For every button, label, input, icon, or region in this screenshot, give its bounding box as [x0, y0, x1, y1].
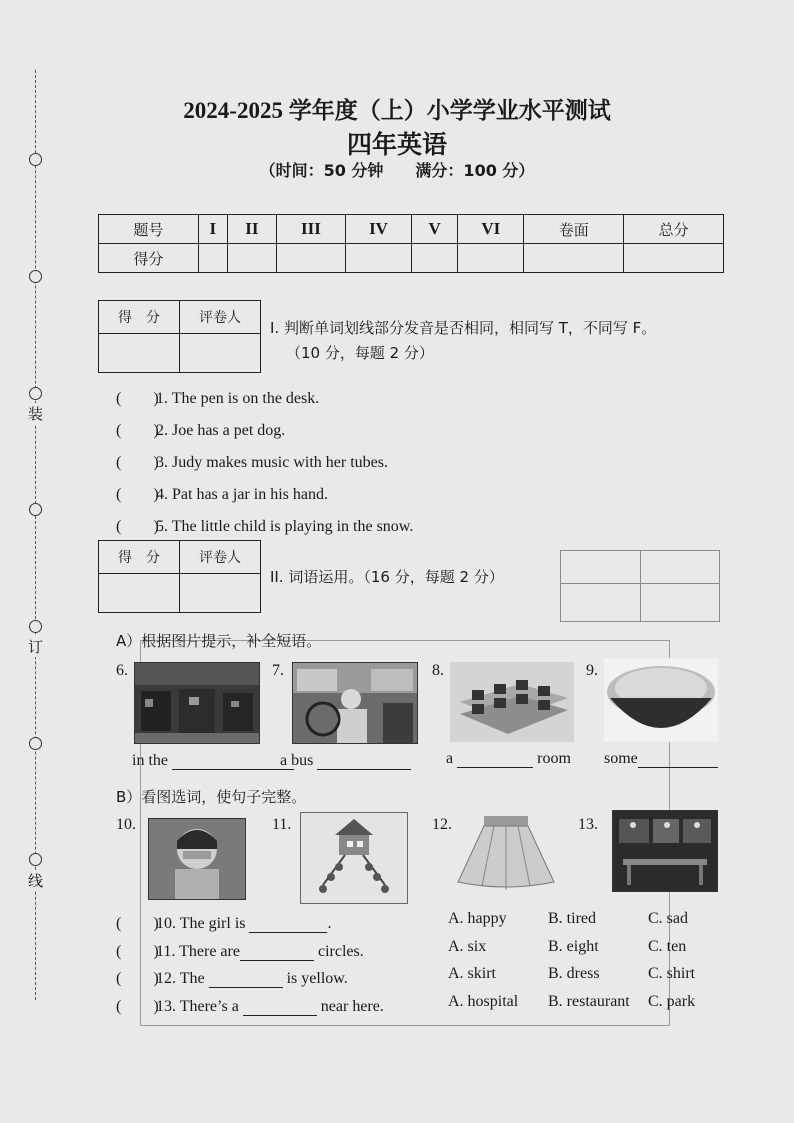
answer-blank[interactable]: [457, 767, 533, 768]
option-a[interactable]: A. hospital: [448, 993, 519, 1010]
phrase-7: a bus: [280, 752, 411, 770]
picture-number: 9.: [586, 662, 598, 679]
score-cell[interactable]: [276, 244, 345, 273]
section-2-heading: II. 词语运用。（16 分，每题 2 分）: [270, 568, 504, 586]
score-cell[interactable]: [227, 244, 276, 273]
answer-bracket[interactable]: ( ): [116, 518, 159, 535]
score-header-cell: IV: [345, 215, 411, 244]
subject-title: 四年英语: [346, 130, 447, 159]
option-c[interactable]: C. shirt: [648, 965, 696, 982]
part-a-instruction: A）根据图片提示，补全短语。: [116, 632, 322, 650]
answer-blank[interactable]: [243, 1015, 317, 1016]
option-c[interactable]: C. ten: [648, 938, 687, 955]
question-2: ( )2. Joe has a pet dog.: [116, 417, 285, 440]
phrase-6: in the: [132, 752, 294, 770]
answer-blank[interactable]: [209, 987, 283, 988]
score-header-cell: V: [412, 215, 458, 244]
crying-girl-image: [148, 818, 246, 900]
score-cell[interactable]: [412, 244, 458, 273]
skirt-image: [454, 812, 558, 892]
binding-hole: [29, 853, 42, 866]
answer-bracket[interactable]: ( ): [116, 454, 159, 471]
answer-blank[interactable]: [172, 769, 294, 770]
score-header-cell: III: [276, 215, 345, 244]
binding-hole: [29, 503, 42, 516]
binding-mark: 线: [28, 872, 44, 890]
option-c[interactable]: C. park: [648, 993, 696, 1010]
bus-driver-image: [292, 662, 418, 744]
question-11: ( )11. There are circles. A. six B. eight C. ten: [116, 938, 687, 960]
exam-info: （时间：50 分钟 满分：100 分）: [259, 161, 535, 180]
grader-reviewer-label: 评卷人: [180, 541, 261, 574]
score-header-cell: II: [227, 215, 276, 244]
phrase-9: some: [604, 750, 718, 768]
option-b[interactable]: B. tired: [548, 910, 596, 927]
grader-reviewer-label: 评卷人: [180, 301, 261, 334]
question-3: ( )3. Judy makes music with her tubes.: [116, 449, 388, 472]
binding-mark: 订: [28, 638, 44, 656]
restaurant-image: [612, 810, 718, 892]
option-c[interactable]: C. sad: [648, 910, 688, 927]
score-row-label: 得分: [99, 244, 199, 273]
answer-bracket[interactable]: ( ): [116, 915, 159, 932]
grader-reviewer-cell[interactable]: [180, 574, 261, 613]
binding-hole: [29, 737, 42, 750]
binding-hole: [29, 270, 42, 283]
score-cell[interactable]: [345, 244, 411, 273]
question-13: ( )13. There’s a near here. A. hospital B. restaurant C. park: [116, 993, 696, 1015]
score-cell[interactable]: [198, 244, 227, 273]
answer-bracket[interactable]: ( ): [116, 943, 159, 960]
picture-number: 10.: [116, 816, 136, 833]
grader-score-cell[interactable]: [99, 334, 180, 373]
answer-blank[interactable]: [317, 769, 411, 770]
phrase-8: a room: [446, 750, 571, 767]
market-stalls-image: [134, 662, 260, 744]
score-cell[interactable]: [624, 244, 724, 273]
question-4: ( )4. Pat has a jar in his hand.: [116, 481, 328, 504]
score-header-cell: VI: [458, 215, 524, 244]
picture-number: 8.: [432, 662, 444, 679]
score-table: [98, 214, 724, 273]
answer-bracket[interactable]: ( ): [116, 970, 159, 987]
question-5: ( )5. The little child is playing in the snow.: [116, 513, 413, 536]
picture-number: 6.: [116, 662, 128, 679]
answer-bracket[interactable]: ( ): [116, 390, 159, 407]
option-a[interactable]: A. happy: [448, 910, 507, 927]
computer-room-image: [450, 662, 574, 742]
picture-number: 13.: [578, 816, 598, 833]
bleed-through-grader: [560, 550, 720, 622]
answer-blank[interactable]: [249, 932, 327, 933]
answer-bracket[interactable]: ( ): [116, 486, 159, 503]
option-a[interactable]: A. six: [448, 938, 487, 955]
grader-score-cell[interactable]: [99, 574, 180, 613]
part-b-instruction: B）看图选词，使句子完整。: [116, 788, 307, 806]
picture-number: 11.: [272, 816, 292, 833]
binding-mark: 装: [28, 405, 44, 423]
answer-bracket[interactable]: ( ): [116, 422, 159, 439]
section-1-points: （10 分，每题 2 分）: [286, 344, 434, 362]
score-header-label: 题号: [99, 215, 199, 244]
question-1: ( )1. The pen is on the desk.: [116, 385, 319, 408]
picture-number: 12.: [432, 816, 452, 833]
option-b[interactable]: B. restaurant: [548, 993, 630, 1010]
grader-score-label: 得 分: [99, 301, 180, 334]
picture-number: 7.: [272, 662, 284, 679]
grader-reviewer-cell[interactable]: [180, 334, 261, 373]
score-header-cell: 卷面: [524, 215, 624, 244]
grader-box: [98, 540, 261, 613]
score-header-cell: 总分: [624, 215, 724, 244]
answer-bracket[interactable]: ( ): [116, 998, 159, 1015]
answer-blank[interactable]: [638, 767, 718, 768]
question-12: ( )12. The is yellow. A. skirt B. dress C. shirt: [116, 965, 696, 987]
score-cell[interactable]: [524, 244, 624, 273]
house-circles-image: [300, 812, 408, 904]
score-header-cell: I: [198, 215, 227, 244]
option-b[interactable]: B. eight: [548, 938, 599, 955]
rice-bowl-image: [604, 658, 718, 742]
section-1-heading: Ⅰ. 判断单词划线部分发音是否相同，相同写 T，不同写 F。: [270, 319, 657, 337]
answer-blank[interactable]: [240, 960, 314, 961]
grader-box: [98, 300, 261, 373]
binding-hole: [29, 620, 42, 633]
question-10: ( )10. The girl is . A. happy B. tired C. sad: [116, 910, 688, 932]
option-a[interactable]: A. skirt: [448, 965, 496, 982]
exam-title: 2024-2025 学年度（上）小学学业水平测试: [183, 98, 611, 123]
grader-score-label: 得 分: [99, 541, 180, 574]
score-cell[interactable]: [458, 244, 524, 273]
option-b[interactable]: B. dress: [548, 965, 600, 982]
binding-hole: [29, 387, 42, 400]
